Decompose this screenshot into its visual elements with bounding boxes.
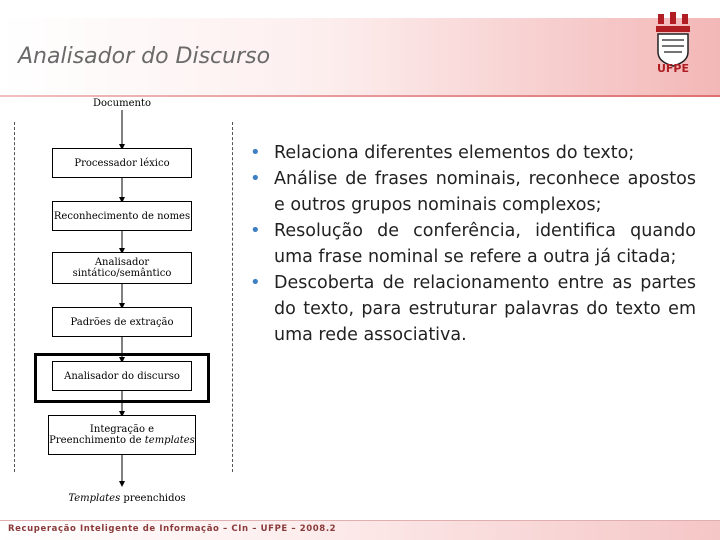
integration-line2-italic: templates (144, 435, 195, 446)
box-reconhecimento-nomes: Reconhecimento de nomes (52, 201, 192, 231)
box-padroes-extracao: Padrões de extração (52, 307, 192, 337)
bullet-item (250, 140, 696, 166)
bullet-list (250, 140, 696, 348)
bullet-text: Análise de frases nominais, reconhece apostos e outros grupos nominais complexos; (274, 169, 696, 215)
diagram-top-label: Documento (93, 98, 151, 109)
integration-line2 (49, 435, 195, 446)
bullet-item (250, 270, 696, 348)
bullet-dot-icon: • (250, 272, 261, 293)
slide-footer: Recuperação Inteligente de Informação – CIn – UFPE – 2008.2 (8, 524, 337, 534)
box-integracao (48, 415, 196, 455)
bullet-item (250, 218, 696, 270)
box-analisador-discurso: Analisador do discurso (52, 361, 192, 391)
highlight-frame (34, 353, 210, 403)
bullet-text: Resolução de conferência, identifica quando uma frase nominal se refere a outra já citada; (274, 221, 696, 267)
bullet-dot-icon: • (250, 220, 261, 241)
box-processador-lexico: Processador léxico (52, 148, 192, 178)
bullet-text: Relaciona diferentes elementos do texto; (274, 143, 635, 163)
flow-diagram (0, 96, 240, 516)
bullet-text: Descoberta de relacionamento entre as partes do texto, para estruturar palavras do texto em uma rede associativa. (274, 273, 696, 345)
logo-text: UFPE (656, 62, 690, 75)
dashed-bracket-right (232, 122, 233, 472)
bullet-item (250, 166, 696, 218)
dashed-bracket-left (14, 122, 15, 472)
bottom-label-text: preenchidos (120, 493, 186, 504)
slide-title: Analisador do Discurso (18, 44, 271, 69)
diagram-bottom-label (52, 493, 202, 505)
integration-line2-text: Preenchimento de (49, 435, 145, 446)
bullet-dot-icon: • (250, 142, 261, 163)
bottom-label-italic: Templates (68, 493, 121, 504)
integration-line1: Integração e (89, 424, 155, 435)
bullet-dot-icon: • (250, 168, 261, 189)
box-analisador-sintatico: Analisador sintático/semântico (52, 252, 192, 284)
